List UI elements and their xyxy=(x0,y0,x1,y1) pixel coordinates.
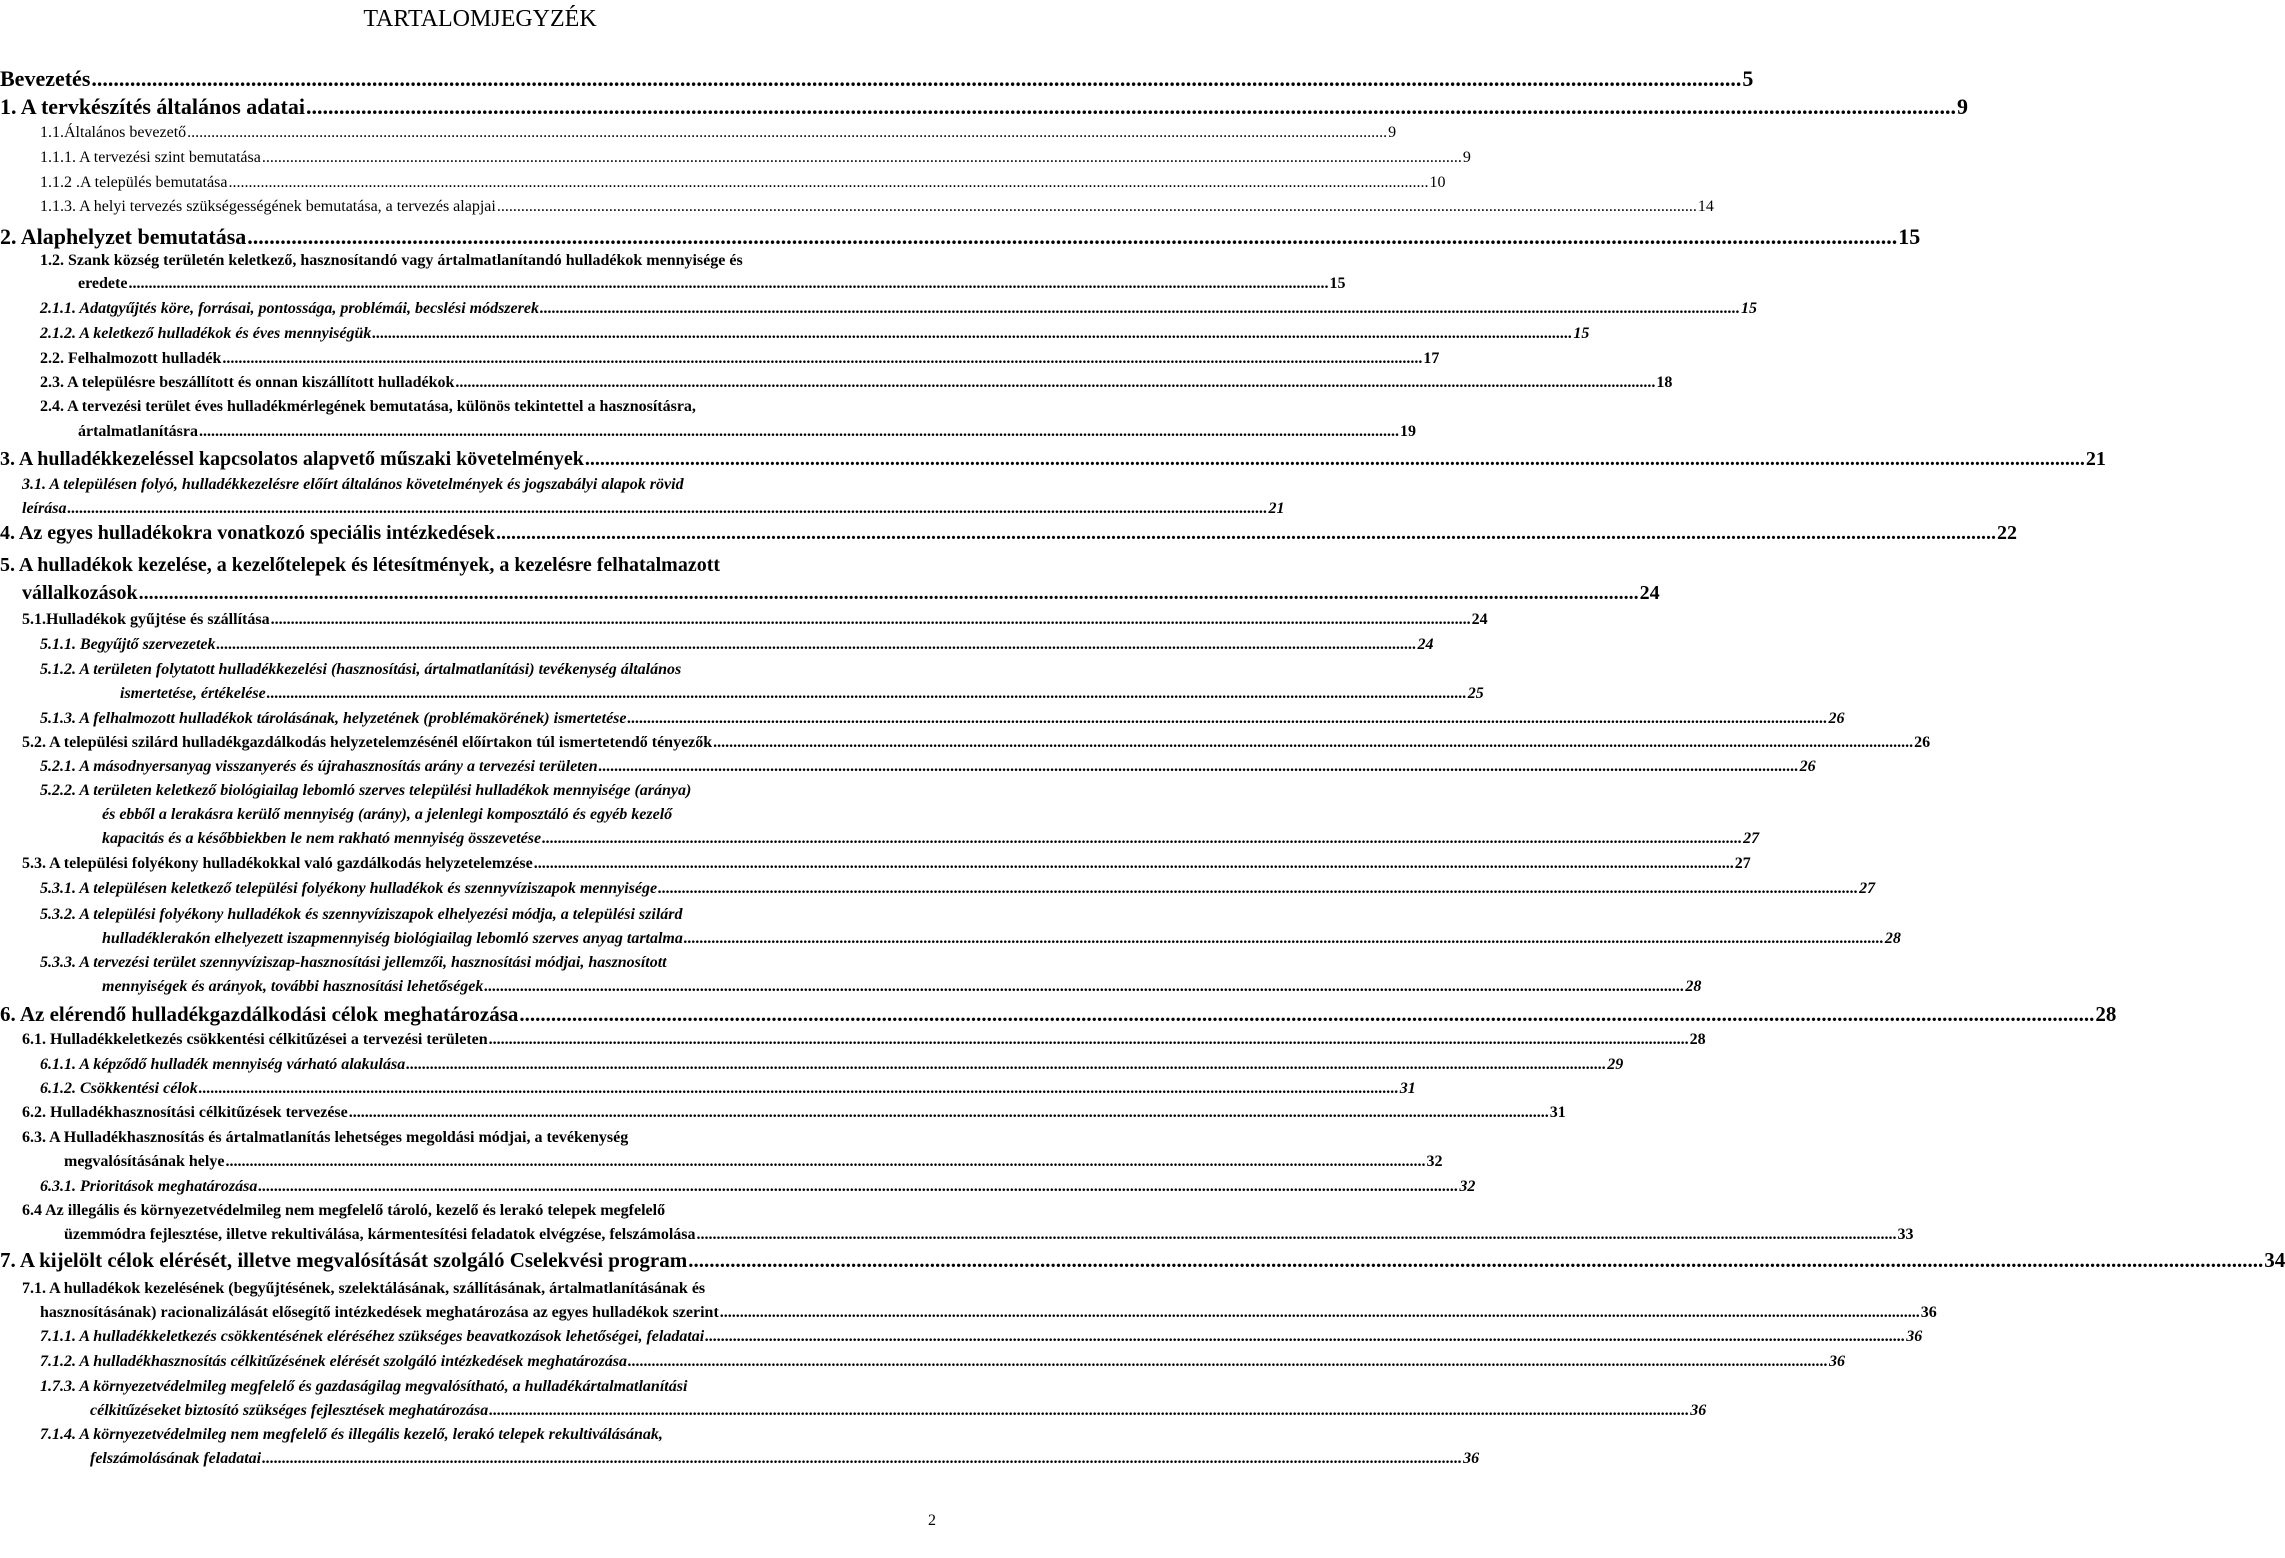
toc-entry-title: kapacitás és a későbbiekben le nem rakható mennyiség összevetése xyxy=(102,830,542,847)
toc-entry-title: 2.3. A településre beszállított és onnan kiszállított hulladékok xyxy=(40,374,455,391)
toc-entry-title: 6.1.2. Csökkentési célok xyxy=(40,1080,198,1097)
dot-leader: ............................................................................................................................................................................................................................................................................................................ xyxy=(261,149,1462,166)
dot-leader: ............................................................................................................................................................................................................................................................................................................ xyxy=(305,94,1956,119)
dot-leader: ............................................................................................................................................................................................................................................................................................................ xyxy=(266,685,1467,702)
toc-page-number: 36 xyxy=(1828,1353,1845,1370)
toc-page-number: 32 xyxy=(1426,1153,1443,1170)
toc-entry-title: 7.1.1. A hulladékkeletkezés csökkentésének eléréséhez szükséges beavatkozások lehetőségei, feladatai xyxy=(40,1328,705,1345)
dot-leader: ............................................................................................................................................................................................................................................................................................................ xyxy=(533,855,1734,872)
toc-entry-title: 7.1.2. A hulladékhasznosítás célkitűzésének elérését szolgáló intézkedések meghatározása xyxy=(40,1353,627,1370)
dot-leader: ............................................................................................................................................................................................................................................................................................................ xyxy=(713,734,1914,751)
toc-page-number: 25 xyxy=(1467,685,1484,702)
toc-entry-title: 1. A tervkészítés általános adatai xyxy=(0,94,305,119)
toc-entry-title: 6.2. Hulladékhasznosítási célkitűzések tervezése xyxy=(22,1104,348,1121)
toc-page-number: 29 xyxy=(1607,1056,1624,1073)
toc-page-number: 15 xyxy=(1740,300,1757,317)
toc-entry-title: 5.2.1. A másodnyersanyag visszanyerés és újrahasznosítás arány a tervezési területen xyxy=(40,758,598,775)
toc-entry-title: hulladéklerakón elhelyezett iszapmennyiség biológiailag lebomló szerves anyag tartalma xyxy=(102,930,683,947)
toc-entry-title-line: 7.1.4. A környezetvédelmileg nem megfelelő és illegális kezelő, lerakó telepek rekultiválásának, xyxy=(40,1426,663,1443)
toc-page-number: 26 xyxy=(1799,758,1816,775)
dot-leader: ............................................................................................................................................................................................................................................................................................................ xyxy=(484,978,1685,995)
toc-page-number: 22 xyxy=(1997,522,2018,544)
toc-page-number: 36 xyxy=(1690,1402,1707,1419)
toc-page-number: 24 xyxy=(1471,611,1488,628)
toc-page-number: 9 xyxy=(1956,94,1968,119)
toc-page-number: 33 xyxy=(1897,1226,1914,1243)
dot-leader: ............................................................................................................................................................................................................................................................................................................ xyxy=(496,522,1997,544)
toc-page-number: 28 xyxy=(1884,930,1901,947)
toc-page-number: 9 xyxy=(1388,124,1397,141)
toc-entry-title: 6. Az elérendő hulladékgazdálkodási célok meghatározása xyxy=(0,1002,519,1026)
toc-entry-title: 1.1.1. A tervezési szint bemutatása xyxy=(40,149,261,166)
toc-entry-title: Bevezetés xyxy=(0,66,91,91)
dot-leader: ............................................................................................................................................................................................................................................................................................................ xyxy=(683,930,1884,947)
toc-page-number: 28 xyxy=(2095,1002,2117,1026)
toc-page-number: 17 xyxy=(1423,350,1440,367)
dot-leader: ............................................................................................................................................................................................................................................................................................................ xyxy=(258,1178,1459,1195)
toc-page-number: 34 xyxy=(2264,1248,2285,1272)
toc-page-number: 36 xyxy=(1463,1450,1480,1467)
dot-leader: ............................................................................................................................................................................................................................................................................................................ xyxy=(696,1226,1897,1243)
toc-page-number: 28 xyxy=(1685,978,1702,995)
toc-page-number: 36 xyxy=(1920,1304,1937,1321)
dot-leader: ............................................................................................................................................................................................................................................................................................................ xyxy=(598,758,1799,775)
toc-entry-title-line: 5.3.2. A települési folyékony hulladékok és szennyvíziszapok elhelyezési módja, a települési szilárd xyxy=(40,906,683,923)
toc-entry-title: 1.1.Általános bevezető xyxy=(40,124,187,141)
toc-entry-title: 1.1.3. A helyi tervezés szükségességének bemutatása, a tervezés alapjai xyxy=(40,198,496,215)
toc-page-number: 24 xyxy=(1417,636,1434,653)
toc-page-number: 28 xyxy=(1689,1031,1706,1048)
toc-entry-title: 5.1.1. Begyűjtő szervezetek xyxy=(40,636,216,653)
toc-entry-title-line: 6.3. A Hulladékhasznosítás és ártalmatlanítás lehetséges megoldási módjai, a tevékenység xyxy=(22,1129,629,1146)
dot-leader: ............................................................................................................................................................................................................................................................................................................ xyxy=(372,325,1573,342)
toc-page-number: 26 xyxy=(1914,734,1931,751)
toc-page-number: 31 xyxy=(1549,1104,1566,1121)
dot-leader: ............................................................................................................................................................................................................................................................................................................ xyxy=(489,1402,1690,1419)
toc-page-number: 15 xyxy=(1898,224,1921,249)
toc-entry-title: 2.1.1. Adatgyűjtés köre, forrásai, pontossága, problémái, becslési módszerek xyxy=(40,300,539,317)
toc-entry-title: 5.1.3. A felhalmozott hulladékok tárolásának, helyzetének (problémakörének) ismertetése xyxy=(40,710,627,727)
dot-leader: ............................................................................................................................................................................................................................................................................................................ xyxy=(198,423,1399,440)
toc-entry-title: 4. Az egyes hulladékokra vonatkozó speciális intézkedések xyxy=(0,522,496,544)
toc-entry-title: vállalkozások xyxy=(22,582,138,604)
toc-page-number: 15 xyxy=(1573,325,1590,342)
toc-entry-title: 5.1.Hulladékok gyűjtése és szállítása xyxy=(22,611,270,628)
dot-leader: ............................................................................................................................................................................................................................................................................................................ xyxy=(584,448,2085,470)
toc-entry-title: eredete xyxy=(78,275,128,292)
toc-entry-title: 2.2. Felhalmozott hulladék xyxy=(40,350,222,367)
dot-leader: ............................................................................................................................................................................................................................................................................................................ xyxy=(262,1450,1463,1467)
dot-leader: ............................................................................................................................................................................................................................................................................................................ xyxy=(138,582,1639,604)
toc-page-number: 31 xyxy=(1399,1080,1416,1097)
toc-entry-title-line: 3.1. A településen folyó, hulladékkezelésre előírt általános követelmények és jogszabályi alapok rövid xyxy=(22,476,684,493)
toc-entry-title: mennyiségek és arányok, további hasznosítási lehetőségek xyxy=(102,978,484,995)
toc-entry-title: 3. A hulladékkezeléssel kapcsolatos alapvető műszaki követelmények xyxy=(0,448,584,470)
toc-page-number: 14 xyxy=(1697,198,1714,215)
toc-entry-title-line: 5.3.3. A tervezési terület szennyvíziszap-hasznosítási jellemzői, hasznosítási módjai, hasznosított xyxy=(40,954,667,971)
toc-entry-title: ismertetése, értékelése xyxy=(120,685,266,702)
toc-page-number: 27 xyxy=(1734,855,1751,872)
dot-leader: ............................................................................................................................................................................................................................................................................................................ xyxy=(270,611,1471,628)
dot-leader: ............................................................................................................................................................................................................................................................................................................ xyxy=(542,830,1743,847)
toc-page-number: 24 xyxy=(1639,582,1660,604)
toc-entry-title: 7. A kijelölt célok elérését, illetve megvalósítását szolgáló Cselekvési program xyxy=(0,1248,688,1272)
dot-leader: ............................................................................................................................................................................................................................................................................................................ xyxy=(658,880,1859,897)
toc-entry-title-line: 5.2.2. A területen keletkező biológiailag lebomló szerves települési hulladékok mennyisége (aránya) xyxy=(40,782,692,799)
toc-page-number: 27 xyxy=(1859,880,1876,897)
page-number: 2 xyxy=(928,1512,936,1529)
dot-leader: ............................................................................................................................................................................................................................................................................................................ xyxy=(496,198,1697,215)
toc-entry-title: 2. Alaphelyzet bemutatása xyxy=(0,224,247,249)
dot-leader: ............................................................................................................................................................................................................................................................................................................ xyxy=(688,1248,2264,1272)
toc-entry-title-line: 5. A hulladékok kezelése, a kezelőtelepek és létesítmények, a kezelésre felhatalmazott xyxy=(0,554,721,576)
toc-page-number: 21 xyxy=(1268,500,1285,517)
toc-page-number: 21 xyxy=(2085,448,2106,470)
toc-entry-title: célkitűzéseket biztosító szükséges fejlesztések meghatározása xyxy=(90,1402,489,1419)
toc-entry-title: 5.3. A települési folyékony hulladékokkal való gazdálkodás helyzetelemzése xyxy=(22,855,533,872)
toc-page-number: 36 xyxy=(1906,1328,1923,1345)
toc-page-number: 27 xyxy=(1743,830,1760,847)
dot-leader: ............................................................................................................................................................................................................................................................................................................ xyxy=(222,350,1423,367)
toc-entry-title: üzemmódra fejlesztése, illetve rekultiválása, kármentesítési feladatok elvégzése, felszámolása xyxy=(64,1226,696,1243)
dot-leader: ............................................................................................................................................................................................................................................................................................................ xyxy=(187,124,1388,141)
dot-leader: ............................................................................................................................................................................................................................................................................................................ xyxy=(705,1328,1906,1345)
dot-leader: ............................................................................................................................................................................................................................................................................................................ xyxy=(627,1353,1828,1370)
toc-entry-title: 6.1. Hulladékkeletkezés csökkentési célkitűzései a tervezési területen xyxy=(22,1031,488,1048)
dot-leader: ............................................................................................................................................................................................................................................................................................................ xyxy=(539,300,1740,317)
toc-entry-title-line: 6.4 Az illegális és környezetvédelmileg nem megfelelő tároló, kezelő és lerakó telepek megfelelő xyxy=(22,1202,666,1219)
toc-entry-title: 6.1.1. A képződő hulladék mennyiség várható alakulása xyxy=(40,1056,406,1073)
toc-page-number: 9 xyxy=(1462,149,1471,166)
toc-entry-title: hasznosításának) racionalizálását elősegítő intézkedések meghatározása az egyes hulladékok szerint xyxy=(40,1304,719,1321)
toc-page-number: 5 xyxy=(1742,66,1754,91)
toc-entry-title-line: és ebből a lerakásra kerülő mennyiség (arány), a jelenlegi komposztáló és egyéb kezelő xyxy=(102,806,673,823)
dot-leader: ............................................................................................................................................................................................................................................................................................................ xyxy=(128,275,1329,292)
toc-page-number: 19 xyxy=(1399,423,1416,440)
toc-entry-title: 5.2. A települési szilárd hulladékgazdálkodás helyzetelemzésénél előírtakon túl ismertetendő tényezők xyxy=(22,734,713,751)
toc-entry-title-line: 1.7.3. A környezetvédelmileg megfelelő és gazdaságilag megvalósítható, a hulladékártalmatlanítási xyxy=(40,1378,688,1395)
page-title: TARTALOMJEGYZÉK xyxy=(363,6,597,32)
dot-leader: ............................................................................................................................................................................................................................................................................................................ xyxy=(228,174,1429,191)
dot-leader: ............................................................................................................................................................................................................................................................................................................ xyxy=(488,1031,1689,1048)
dot-leader: ............................................................................................................................................................................................................................................................................................................ xyxy=(519,1002,2095,1026)
toc-entry-title-line: 1.2. Szank község területén keletkező, hasznosítandó vagy ártalmatlanítandó hulladékok mennyisége és xyxy=(40,252,743,269)
toc-page-number: 10 xyxy=(1429,174,1446,191)
toc-page-number: 26 xyxy=(1828,710,1845,727)
dot-leader: ............................................................................................................................................................................................................................................................................................................ xyxy=(198,1080,1399,1097)
toc-entry-title: ártalmatlanításra xyxy=(78,423,198,440)
toc-entry-title: megvalósításának helye xyxy=(64,1153,225,1170)
toc-entry-title: 6.3.1. Prioritások meghatározása xyxy=(40,1178,258,1195)
toc-page-number: 15 xyxy=(1329,275,1346,292)
toc-entry-title-line: 5.1.2. A területen folytatott hulladékkezelési (hasznosítási, ártalmatlanítási) tevékenység általános xyxy=(40,661,682,678)
toc-page-number: 32 xyxy=(1459,1178,1476,1195)
toc-entry-title: 1.1.2 .A település bemutatása xyxy=(40,174,228,191)
dot-leader: ............................................................................................................................................................................................................................................................................................................ xyxy=(348,1104,1549,1121)
dot-leader: ............................................................................................................................................................................................................................................................................................................ xyxy=(91,66,1742,91)
toc-entry-title-line: 2.4. A tervezési terület éves hulladékmérlegének bemutatása, különös tekintettel a hasznosításra, xyxy=(40,398,696,415)
toc-entry-title: leírása xyxy=(22,500,67,517)
dot-leader: ............................................................................................................................................................................................................................................................................................................ xyxy=(719,1304,1920,1321)
dot-leader: ............................................................................................................................................................................................................................................................................................................ xyxy=(216,636,1417,653)
dot-leader: ............................................................................................................................................................................................................................................................................................................ xyxy=(247,224,1898,249)
toc-entry-title-line: 7.1. A hulladékok kezelésének (begyűjtésének, szelektálásának, szállításának, ártalmatlanításának és xyxy=(22,1280,706,1297)
dot-leader: ............................................................................................................................................................................................................................................................................................................ xyxy=(225,1153,1426,1170)
dot-leader: ............................................................................................................................................................................................................................................................................................................ xyxy=(67,500,1268,517)
toc-entry-title: 2.1.2. A keletkező hulladékok és éves mennyiségük xyxy=(40,325,372,342)
toc-page-number: 18 xyxy=(1656,374,1673,391)
toc-entry-title: 5.3.1. A településen keletkező települési folyékony hulladékok és szennyvíziszapok mennyisége xyxy=(40,880,658,897)
dot-leader: ............................................................................................................................................................................................................................................................................................................ xyxy=(406,1056,1607,1073)
toc-entry-title: felszámolásának feladatai xyxy=(90,1450,262,1467)
dot-leader: ............................................................................................................................................................................................................................................................................................................ xyxy=(627,710,1828,727)
dot-leader: ............................................................................................................................................................................................................................................................................................................ xyxy=(455,374,1656,391)
